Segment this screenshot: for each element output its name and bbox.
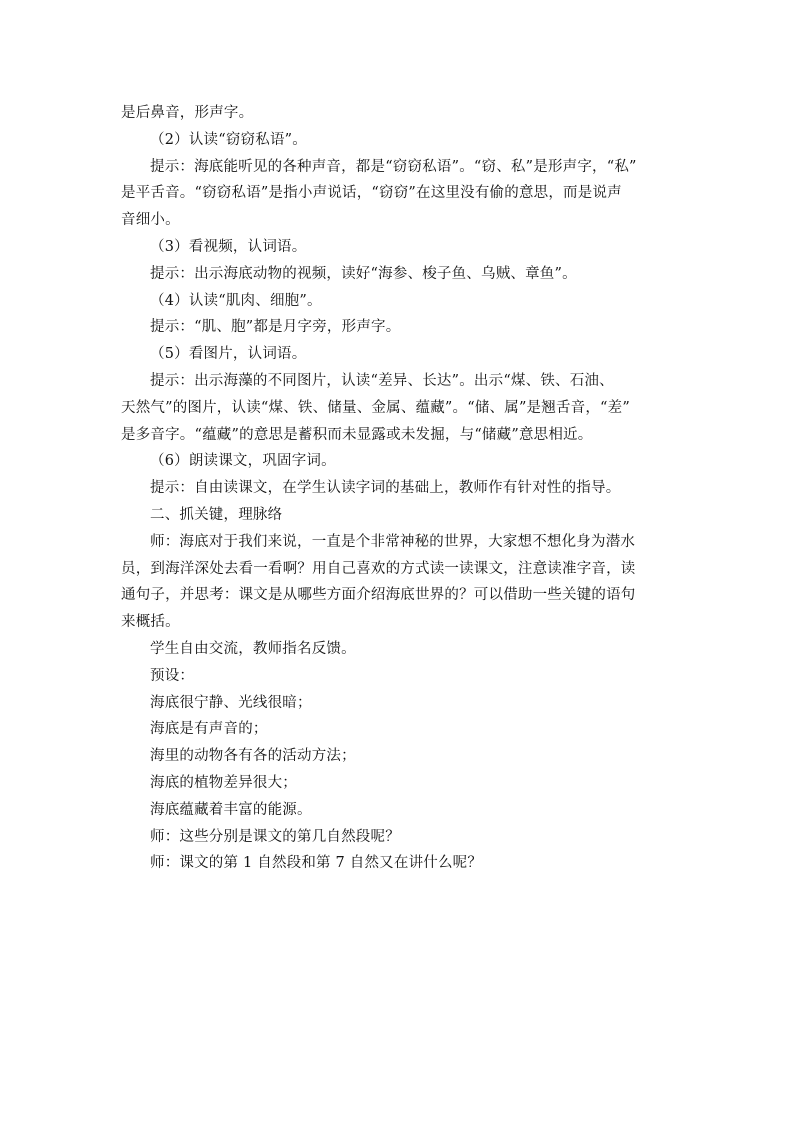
- text-line: （2）认读“窃窃私语”。: [150, 131, 307, 148]
- text-line: 员，到海洋深处去看一看啊？用自己喜欢的方式读一读课文，注意读准字音，读: [121, 560, 636, 577]
- text-line: 提示：海底能听见的各种声音，都是“窃窃私语”。“窃、私”是形声字，“私”: [150, 158, 637, 175]
- text-line: （4）认读“肌肉、细胞”。: [150, 292, 322, 309]
- text-line: 师：海底对于我们来说，一直是个非常神秘的世界，大家想不想化身为潜水: [150, 533, 636, 550]
- text-line: 提示：出示海底动物的视频，读好“海参、梭子鱼、乌贼、章鱼”。: [150, 265, 577, 282]
- text-line: 预设：: [150, 667, 195, 684]
- text-line: 是多音字。“蕴藏”的意思是蓄积而未显露或未发掘，与“储藏”意思相近。: [121, 426, 593, 443]
- list-item: 海底的植物差异很大；: [150, 774, 297, 791]
- text-line: 学生自由交流，教师指名反馈。: [150, 640, 356, 657]
- text-line: 天然气”的图片，认读“煤、铁、储量、金属、蕴藏”。“储、属”是翘舌音，“差”: [121, 399, 630, 416]
- text-line: 来概括。: [121, 614, 180, 631]
- text-line: （3）看视频，认词语。: [150, 238, 307, 255]
- list-item: 海底蕴藏着丰富的能源。: [150, 801, 312, 818]
- text-line: 通句子，并思考：课文是从哪些方面介绍海底世界的？可以借助一些关键的语句: [121, 587, 636, 604]
- text-line: 师：这些分别是课文的第几自然段呢？: [150, 828, 400, 845]
- text-line: （5）看图片，认词语。: [150, 346, 307, 363]
- list-item: 海底是有声音的；: [150, 721, 268, 738]
- list-item: 海底很宁静、光线很暗；: [150, 694, 312, 711]
- document-body: [121, 100, 676, 877]
- text-line: 师：课文的第 1 自然段和第 7 自然又在讲什么呢？: [150, 855, 483, 872]
- list-item: 海里的动物各有各的活动方法；: [150, 748, 356, 765]
- text-line: 提示：出示海藻的不同图片，认读“差异、长达”。出示“煤、铁、石油、: [150, 372, 614, 389]
- text-line: 提示：“肌、胞”都是月字旁，形声字。: [150, 319, 401, 336]
- text-line: （6）朗读课文，巩固字词。: [150, 453, 336, 470]
- text-line: 音细小。: [121, 212, 180, 229]
- text-line: 提示：自由读课文，在学生认读字词的基础上，教师作有针对性的指导。: [150, 480, 621, 497]
- text-line: 是平舌音。“窃窃私语”是指小声说话，“窃窃”在这里没有偷的意思，而是说声: [121, 185, 622, 202]
- section-heading: 二、抓关键，理脉络: [150, 506, 283, 523]
- text-line: 是后鼻音，形声字。: [121, 105, 254, 121]
